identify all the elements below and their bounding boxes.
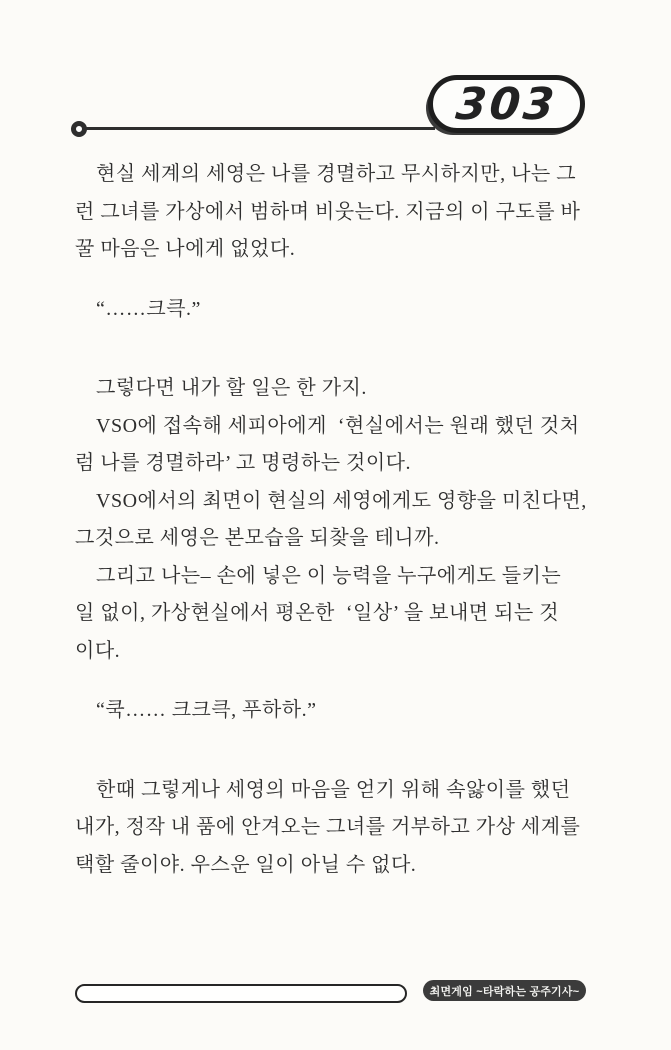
footer-pill-ornament bbox=[75, 984, 407, 1003]
text-line: VSO에서의 최면이 현실의 세영에게도 영향을 미친다면, bbox=[96, 489, 587, 512]
header-ring-ornament bbox=[71, 121, 87, 137]
paragraph-block bbox=[75, 772, 601, 885]
page-number: 303 bbox=[453, 78, 560, 130]
quote-block bbox=[75, 692, 601, 730]
text-line: 일 없이, 가상현실에서 평온한 ‘일상’ 을 보내면 되는 것 bbox=[75, 602, 560, 624]
text-line: 그리고 나는– 손에 넣은 이 능력을 누구에게도 들키는 bbox=[96, 564, 562, 587]
text-line: 택할 줄이야. 우스운 일이 아닐 수 없다. bbox=[75, 853, 417, 876]
text-line: 내가, 정작 내 품에 안겨오는 그녀를 거부하고 가상 세계를 bbox=[75, 816, 581, 838]
footer-series-badge bbox=[423, 980, 586, 1001]
text-line: “쿡…… 크크큭, 푸하하.” bbox=[96, 699, 317, 721]
text-line: 이다. bbox=[75, 639, 121, 662]
text-line: 럼 나를 경멸하라’ 고 명령하는 것이다. bbox=[75, 452, 411, 474]
text-line: 그렇다면 내가 할 일은 한 가지. bbox=[96, 377, 367, 399]
quote-block bbox=[75, 291, 601, 329]
text-line: VSO에 접속해 세피아에게 ‘현실에서는 원래 했던 것처 bbox=[96, 414, 580, 437]
footer-series-label: 최면게임 ~타락하는 공주기사~ bbox=[429, 985, 580, 998]
text-line: 한때 그렇게나 세영의 마음을 얻기 위해 속앓이를 했던 bbox=[96, 778, 571, 801]
paragraph-block bbox=[75, 156, 601, 269]
text-line: “……크큭.” bbox=[96, 297, 201, 320]
text-line: 런 그녀를 가상에서 범하며 비웃는다. 지금의 이 구도를 바 bbox=[75, 200, 581, 223]
body-text bbox=[75, 156, 601, 884]
paragraph-block bbox=[75, 370, 601, 670]
text-line: 꿀 마음은 나에게 없었다. bbox=[75, 238, 296, 260]
text-line: 현실 세계의 세영은 나를 경멸하고 무시하지만, 나는 그 bbox=[96, 163, 577, 185]
header-rule bbox=[86, 127, 435, 130]
text-line: 그것으로 세영은 본모습을 되찾을 테니까. bbox=[75, 527, 440, 549]
page-number-badge bbox=[428, 75, 585, 133]
